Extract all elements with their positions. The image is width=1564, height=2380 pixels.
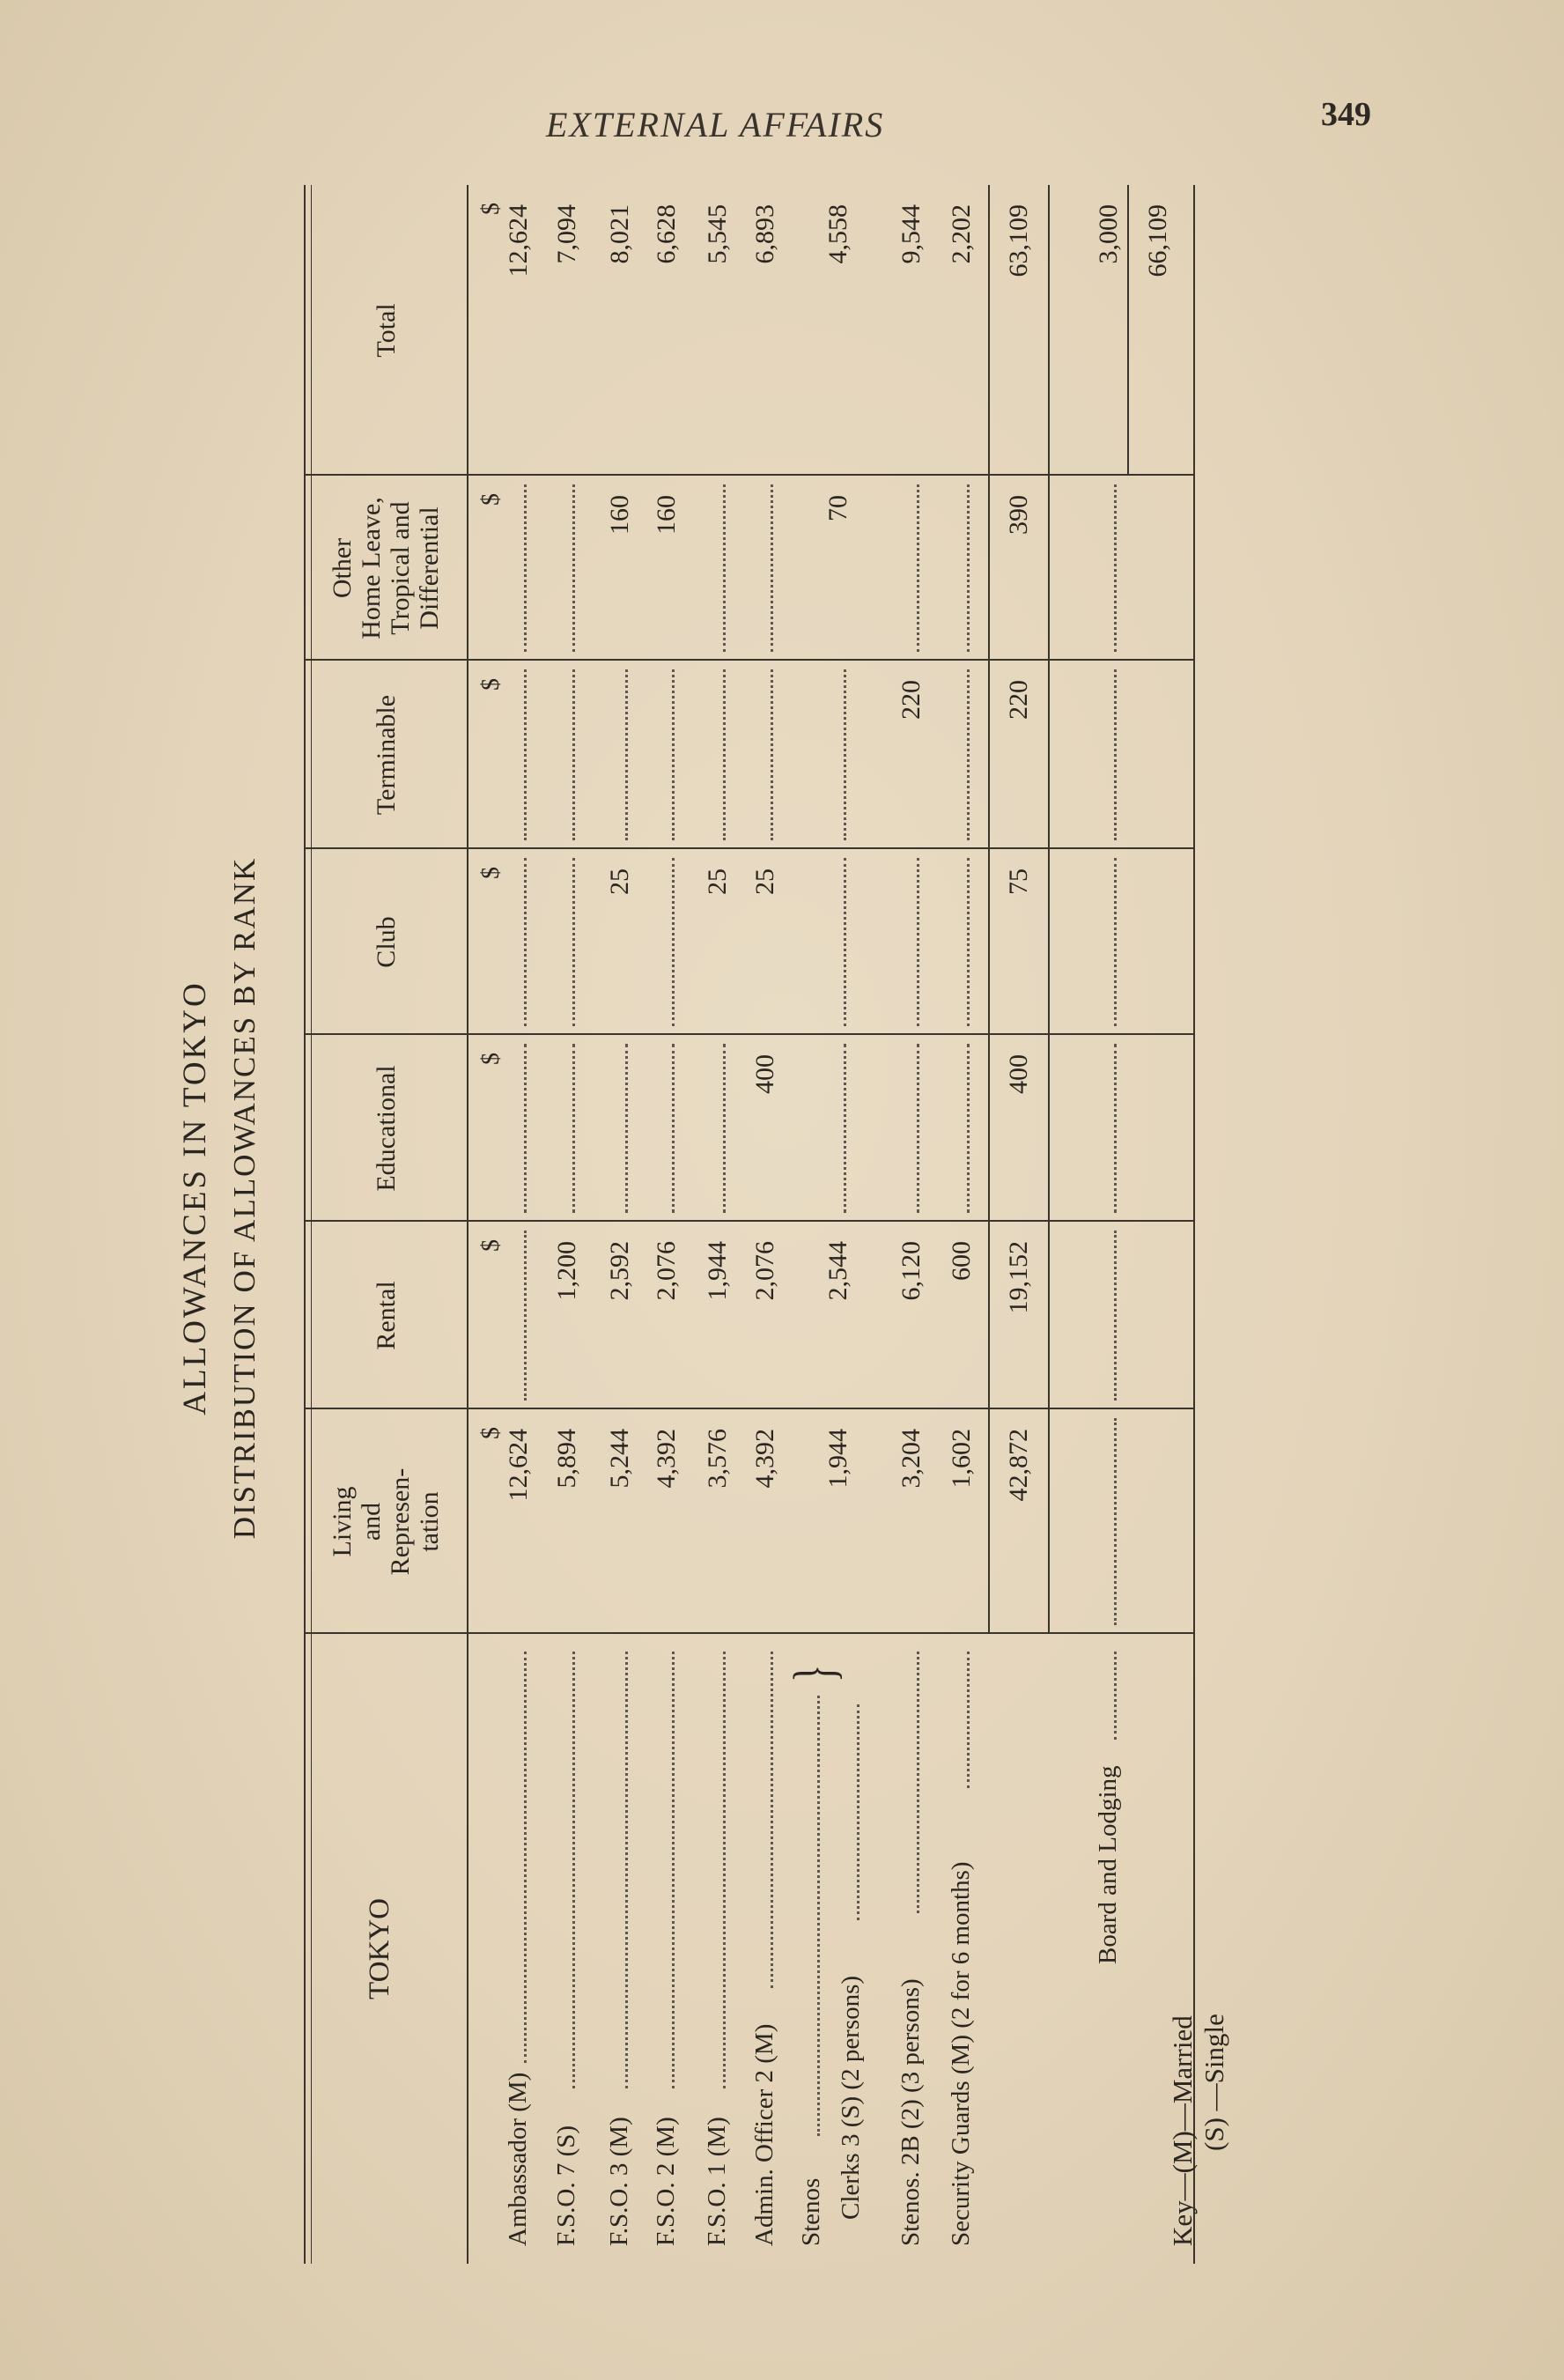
subtotal-living: 42,872	[1004, 1429, 1033, 1502]
column-header-line: tation	[415, 1491, 444, 1552]
cell-rental: 2,076	[652, 1241, 681, 1301]
unit-label: $	[477, 203, 505, 215]
cell-rental: 6,120	[896, 1241, 926, 1301]
row-label: F.S.O. 2 (M)	[652, 2117, 680, 2246]
empty-cell-dots	[671, 669, 675, 840]
subtotal-educational: 400	[1004, 1054, 1033, 1094]
cell-living: 4,392	[652, 1429, 681, 1489]
cell-club: 25	[703, 868, 732, 895]
leader-dots	[1113, 1652, 1117, 1740]
key-single: (S) —Single	[1199, 2014, 1229, 2151]
unit-label: $	[477, 493, 505, 506]
cell-living: 1,944	[823, 1429, 852, 1489]
empty-cell-dots	[671, 858, 675, 1026]
page-number: 349	[1321, 96, 1371, 133]
cell-rental: 2,544	[823, 1241, 852, 1301]
empty-cell-dots	[722, 484, 726, 652]
column-divider	[304, 1033, 1193, 1035]
cell-living: 12,624	[504, 1429, 533, 1502]
empty-cell-dots	[1113, 1231, 1117, 1401]
subtotal-rule	[988, 185, 990, 1634]
empty-cell-dots	[966, 669, 970, 840]
column-header-line: Differential	[415, 506, 444, 630]
column-header-line: Tropical and	[386, 501, 415, 635]
row-label: F.S.O. 1 (M)	[703, 2117, 731, 2246]
column-header-line: Total	[371, 303, 401, 358]
empty-cell-dots	[916, 484, 919, 652]
column-header-line: Living	[328, 1486, 357, 1557]
empty-cell-dots	[1113, 1044, 1117, 1213]
cell-living: 4,392	[750, 1429, 779, 1489]
cell-club: 25	[605, 868, 634, 895]
row-label: Clerks 3 (S) (2 persons)	[837, 1975, 865, 2220]
empty-cell-dots	[572, 669, 575, 840]
cell-total: 5,545	[703, 204, 732, 264]
empty-cell-dots	[523, 1231, 527, 1401]
empty-cell-dots	[572, 1044, 575, 1213]
cell-total: 12,624	[504, 204, 533, 277]
cell-living: 3,204	[896, 1429, 926, 1489]
column-header-rental	[372, 1222, 401, 1409]
cell-other: 160	[605, 495, 634, 535]
empty-cell-dots	[624, 1044, 628, 1213]
rotated-table-page	[159, 106, 1321, 2290]
column-divider	[304, 847, 1193, 849]
cell-rental: 2,076	[750, 1241, 779, 1301]
empty-cell-dots	[916, 1044, 919, 1213]
column-header-living	[328, 1409, 444, 1634]
empty-cell-dots	[523, 484, 527, 652]
column-header-line: Represen-	[386, 1467, 415, 1576]
empty-cell-dots	[1113, 858, 1117, 1026]
row-label: Admin. Officer 2 (M)	[750, 2023, 778, 2246]
table-title: ALLOWANCES IN TOKYO	[177, 980, 213, 1415]
column-header-club	[372, 849, 401, 1035]
column-header-line: and	[357, 1502, 386, 1541]
cell-living: 5,894	[552, 1429, 581, 1489]
leader-dots	[671, 1652, 675, 2088]
empty-cell-dots	[966, 484, 970, 652]
unit-label: $	[477, 867, 505, 879]
empty-cell-dots	[966, 858, 970, 1026]
cell-total: 2,202	[947, 204, 976, 264]
empty-cell-dots	[843, 1044, 846, 1213]
brace-right: }	[783, 1664, 848, 1682]
empty-cell-dots	[966, 1044, 970, 1213]
unit-label: $	[477, 1239, 505, 1252]
cell-total: 9,544	[896, 204, 926, 264]
empty-cell-dots	[916, 858, 919, 1026]
leader-dots	[624, 1652, 628, 2088]
cell-total: 4,558	[823, 204, 852, 264]
running-head: EXTERNAL AFFAIRS	[546, 105, 885, 144]
column-header-line: Educational	[371, 1065, 401, 1192]
column-header-line: Club	[371, 916, 401, 968]
row-label: Stenos. 2B (2) (3 persons)	[896, 1978, 925, 2246]
table-bottom-rule	[1193, 185, 1195, 2264]
cell-total: 6,628	[652, 204, 681, 264]
empty-cell-dots	[523, 669, 527, 840]
column-header-total	[372, 185, 401, 476]
empty-cell-dots	[722, 669, 726, 840]
unit-label: $	[477, 1053, 505, 1065]
empty-cell-dots	[1113, 669, 1117, 840]
cell-rental: 1,944	[703, 1241, 732, 1301]
leader-dots	[916, 1652, 919, 1913]
column-header-other	[328, 476, 444, 661]
empty-cell-dots	[572, 858, 575, 1026]
table-top-rule-inner	[311, 185, 312, 2264]
subtotal-other: 390	[1004, 495, 1033, 535]
cell-living: 3,576	[703, 1429, 732, 1489]
leader-dots	[856, 1704, 859, 1920]
board-lodging-label: Board and Lodging	[1094, 1765, 1122, 1964]
row-label: F.S.O. 3 (M)	[605, 2117, 633, 2246]
table-top-rule	[304, 185, 306, 2264]
subtotal-bottom-rule	[1048, 185, 1050, 1634]
empty-cell-dots	[523, 858, 527, 1026]
empty-cell-dots	[671, 1044, 675, 1213]
cell-terminable: 220	[896, 680, 926, 720]
cell-educational: 400	[750, 1054, 779, 1094]
cell-rental: 2,592	[605, 1241, 634, 1301]
leader-dots	[770, 1652, 773, 1988]
key-married: Key—(M)—Married	[1167, 2015, 1198, 2246]
row-label: Stenos	[797, 2177, 825, 2246]
empty-cell-dots	[624, 669, 628, 840]
key-legend	[1167, 2014, 1230, 2246]
leader-dots	[966, 1652, 970, 1788]
table-subtitle: DISTRIBUTION OF ALLOWANCES BY RANK	[227, 856, 262, 1540]
column-header-line: Terminable	[371, 694, 401, 816]
subtotal-total: 63,109	[1004, 204, 1033, 277]
stub-header: TOKYO	[364, 1898, 395, 1999]
leader-dots	[572, 1652, 575, 2088]
cell-total: 7,094	[552, 204, 581, 264]
empty-cell-dots	[572, 484, 575, 652]
empty-cell-dots	[722, 1044, 726, 1213]
unit-label: $	[477, 1427, 505, 1439]
row-label: Ambassador (M)	[504, 2072, 532, 2246]
empty-cell-dots	[1113, 1418, 1117, 1625]
empty-cell-dots	[843, 858, 846, 1026]
empty-cell-dots	[770, 484, 773, 652]
cell-club: 25	[750, 868, 779, 895]
column-header-educational	[372, 1035, 401, 1222]
leader-dots	[816, 1696, 820, 2136]
leader-dots	[722, 1652, 726, 2088]
cell-rental: 600	[947, 1241, 976, 1281]
unit-label: $	[477, 678, 505, 691]
grand-total-rule	[1127, 185, 1129, 476]
column-header-line: Other	[328, 537, 357, 599]
cell-other: 70	[823, 495, 852, 521]
subtotal-rental: 19,152	[1004, 1241, 1033, 1314]
empty-cell-dots	[523, 1044, 527, 1213]
cell-living: 1,602	[947, 1429, 976, 1489]
empty-cell-dots	[770, 669, 773, 840]
subtotal-club: 75	[1004, 868, 1033, 895]
empty-cell-dots	[843, 669, 846, 840]
column-header-line: Rental	[371, 1281, 401, 1350]
column-header-terminable	[372, 661, 401, 849]
cell-other: 160	[652, 495, 681, 535]
leader-dots	[523, 1652, 527, 2063]
row-label: Security Guards (M) (2 for 6 months)	[947, 1861, 975, 2246]
row-label: F.S.O. 7 (S)	[552, 2125, 580, 2246]
cell-total: 8,021	[605, 204, 634, 264]
column-header-line: Home Leave,	[357, 497, 386, 639]
column-divider	[304, 1220, 1193, 1222]
board-lodging-total: 3,000	[1094, 204, 1123, 264]
empty-cell-dots	[1113, 484, 1117, 652]
grand-total: 66,109	[1143, 204, 1172, 277]
cell-rental: 1,200	[552, 1241, 581, 1301]
cell-total: 6,893	[750, 204, 779, 264]
header-bottom-rule	[467, 185, 468, 2264]
cell-living: 5,244	[605, 1429, 634, 1489]
subtotal-terminable: 220	[1004, 680, 1033, 720]
